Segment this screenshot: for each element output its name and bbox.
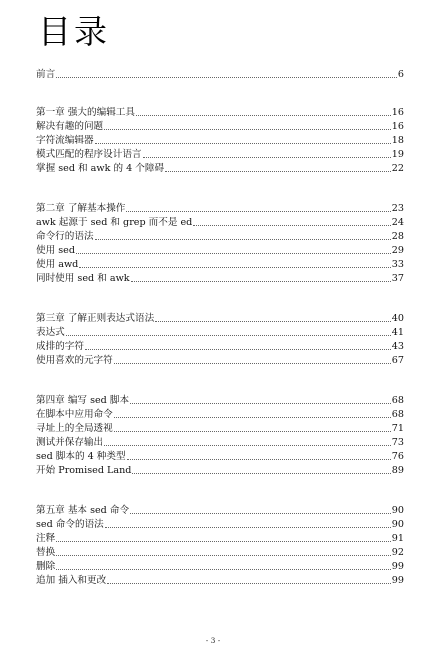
toc-entry-title: 同时使用 sed 和 awk xyxy=(36,273,130,284)
toc-entry-title: 寻址上的全局透视 xyxy=(36,423,113,434)
dot-leader xyxy=(114,408,391,418)
dot-leader xyxy=(130,394,391,404)
toc-entry-page: 73 xyxy=(391,437,404,448)
toc-entry-page: 99 xyxy=(391,561,404,572)
dot-leader xyxy=(66,326,391,336)
toc-entry-page: 29 xyxy=(391,245,404,256)
toc-entry-title: 第一章 强大的编辑工具 xyxy=(36,107,135,118)
toc-entry-title: 命令行的语法 xyxy=(36,231,94,242)
toc-entry-page: 23 xyxy=(391,203,404,214)
chapter-list xyxy=(36,106,404,588)
toc-entry-title: sed 命令的语法 xyxy=(36,519,104,530)
toc-section-entry[interactable] xyxy=(36,148,404,162)
dot-leader xyxy=(114,422,391,432)
toc-entry-title: 成排的字符 xyxy=(36,341,84,352)
page-number: - 3 - xyxy=(205,636,221,645)
toc-section-entry[interactable] xyxy=(36,408,404,422)
toc-section-entry[interactable] xyxy=(36,450,404,464)
dot-leader xyxy=(76,244,391,254)
toc-section-entry[interactable] xyxy=(36,422,404,436)
toc-entry-page: 90 xyxy=(391,505,404,516)
dot-leader xyxy=(104,120,391,130)
dot-leader xyxy=(193,216,390,226)
toc-section-entry[interactable] xyxy=(36,120,404,134)
toc-entry-title: 第二章 了解基本操作 xyxy=(36,203,126,214)
toc-entry-page: 89 xyxy=(391,465,404,476)
dot-leader xyxy=(130,504,391,514)
dot-leader xyxy=(114,354,391,364)
toc-section-entry[interactable] xyxy=(36,272,404,286)
toc-entry-title: 删除 xyxy=(36,561,56,572)
toc-entry-page: 92 xyxy=(391,547,404,558)
toc-section-entry[interactable] xyxy=(36,546,404,560)
toc-section-entry[interactable] xyxy=(36,464,404,478)
dot-leader xyxy=(56,560,391,570)
toc-entry-page: 18 xyxy=(391,135,404,146)
toc-entry-page: 40 xyxy=(391,313,404,324)
toc-section-entry[interactable] xyxy=(36,162,404,176)
toc-section-entry[interactable] xyxy=(36,216,404,230)
toc-section-entry[interactable] xyxy=(36,436,404,450)
toc-entry-title: 追加 插入和更改 xyxy=(36,575,107,586)
dot-leader xyxy=(105,518,391,528)
toc-entry-title: 第五章 基本 sed 命令 xyxy=(36,505,130,516)
toc-entry-title: 掌握 sed 和 awk 的 4 个障碍 xyxy=(36,163,165,174)
toc-entry-title: sed 脚本的 4 种类型 xyxy=(36,451,126,462)
toc-entry-page: 22 xyxy=(391,163,404,174)
toc-entry-page: 28 xyxy=(391,231,404,242)
toc-section-entry[interactable] xyxy=(36,326,404,340)
toc-entry-title: 开始 Promised Land xyxy=(36,465,132,476)
toc-entry-page: 43 xyxy=(391,341,404,352)
toc-entry-page: 67 xyxy=(391,355,404,366)
toc-entry-title: 前言 xyxy=(36,69,56,80)
toc-section-entry[interactable] xyxy=(36,134,404,148)
table-of-contents xyxy=(36,68,404,588)
toc-chapter-heading[interactable] xyxy=(36,202,404,216)
toc-section-entry[interactable] xyxy=(36,258,404,272)
toc-entry-title: 使用 awd xyxy=(36,259,79,270)
dot-leader xyxy=(127,450,391,460)
toc-entry-title: 第四章 编写 sed 脚本 xyxy=(36,395,130,406)
dot-leader xyxy=(155,312,391,322)
dot-leader xyxy=(56,532,391,542)
toc-entry-page: 68 xyxy=(391,395,404,406)
toc-section-entry[interactable] xyxy=(36,244,404,258)
dot-leader xyxy=(131,272,391,282)
toc-entry-title: 第三章 了解正则表达式语法 xyxy=(36,313,155,324)
dot-leader xyxy=(132,464,390,474)
toc-entry-page: 76 xyxy=(391,451,404,462)
toc-entry-page: 99 xyxy=(391,575,404,586)
toc-entry-title: 模式匹配的程序设计语言 xyxy=(36,149,142,160)
toc-entry-title: 字符流编辑器 xyxy=(36,135,94,146)
dot-leader xyxy=(95,230,391,240)
toc-entry-page: 91 xyxy=(391,533,404,544)
toc-entry-page: 24 xyxy=(391,217,404,228)
toc-section-entry[interactable] xyxy=(36,532,404,546)
toc-entry-title: 替换 xyxy=(36,547,56,558)
toc-entry-page: 6 xyxy=(397,69,404,80)
toc-section-entry[interactable] xyxy=(36,518,404,532)
toc-chapter-heading[interactable] xyxy=(36,106,404,120)
toc-entry-page: 41 xyxy=(391,327,404,338)
toc-entry-preface[interactable] xyxy=(36,68,404,82)
toc-entry-page: 16 xyxy=(391,107,404,118)
toc-entry-page: 19 xyxy=(391,149,404,160)
toc-entry-title: 注释 xyxy=(36,533,56,544)
toc-section-entry[interactable] xyxy=(36,340,404,354)
toc-entry-page: 33 xyxy=(391,259,404,270)
toc-entry-title: 在脚本中应用命令 xyxy=(36,409,113,420)
dot-leader xyxy=(56,546,391,556)
dot-leader xyxy=(107,574,391,584)
toc-entry-page: 37 xyxy=(391,273,404,284)
dot-leader xyxy=(165,162,391,172)
toc-entry-title: 使用 sed xyxy=(36,245,75,256)
toc-section-entry[interactable] xyxy=(36,560,404,574)
toc-section-entry[interactable] xyxy=(36,230,404,244)
toc-entry-page: 16 xyxy=(391,121,404,132)
dot-leader xyxy=(85,340,391,350)
dot-leader xyxy=(56,68,397,78)
toc-section-entry[interactable] xyxy=(36,574,404,588)
toc-entry-title: 表达式 xyxy=(36,327,65,338)
toc-entry-page: 68 xyxy=(391,409,404,420)
toc-entry-page: 71 xyxy=(391,423,404,434)
dot-leader xyxy=(136,106,391,116)
toc-entry-title: 使用喜欢的元字符 xyxy=(36,355,113,366)
toc-chapter-heading[interactable] xyxy=(36,504,404,518)
toc-entry-title: 测试并保存输出 xyxy=(36,437,104,448)
toc-entry-page: 90 xyxy=(391,519,404,530)
dot-leader xyxy=(126,202,390,212)
dot-leader xyxy=(95,134,391,144)
page-title: 目录 xyxy=(38,12,110,51)
dot-leader xyxy=(104,436,391,446)
toc-chapter-heading[interactable] xyxy=(36,394,404,408)
toc-chapter-heading[interactable] xyxy=(36,312,404,326)
dot-leader xyxy=(143,148,391,158)
toc-entry-title: 解决有趣的问题 xyxy=(36,121,104,132)
dot-leader xyxy=(79,258,390,268)
toc-entry-title: awk 起源于 sed 和 grep 而不是 ed xyxy=(36,217,193,228)
toc-section-entry[interactable] xyxy=(36,354,404,368)
